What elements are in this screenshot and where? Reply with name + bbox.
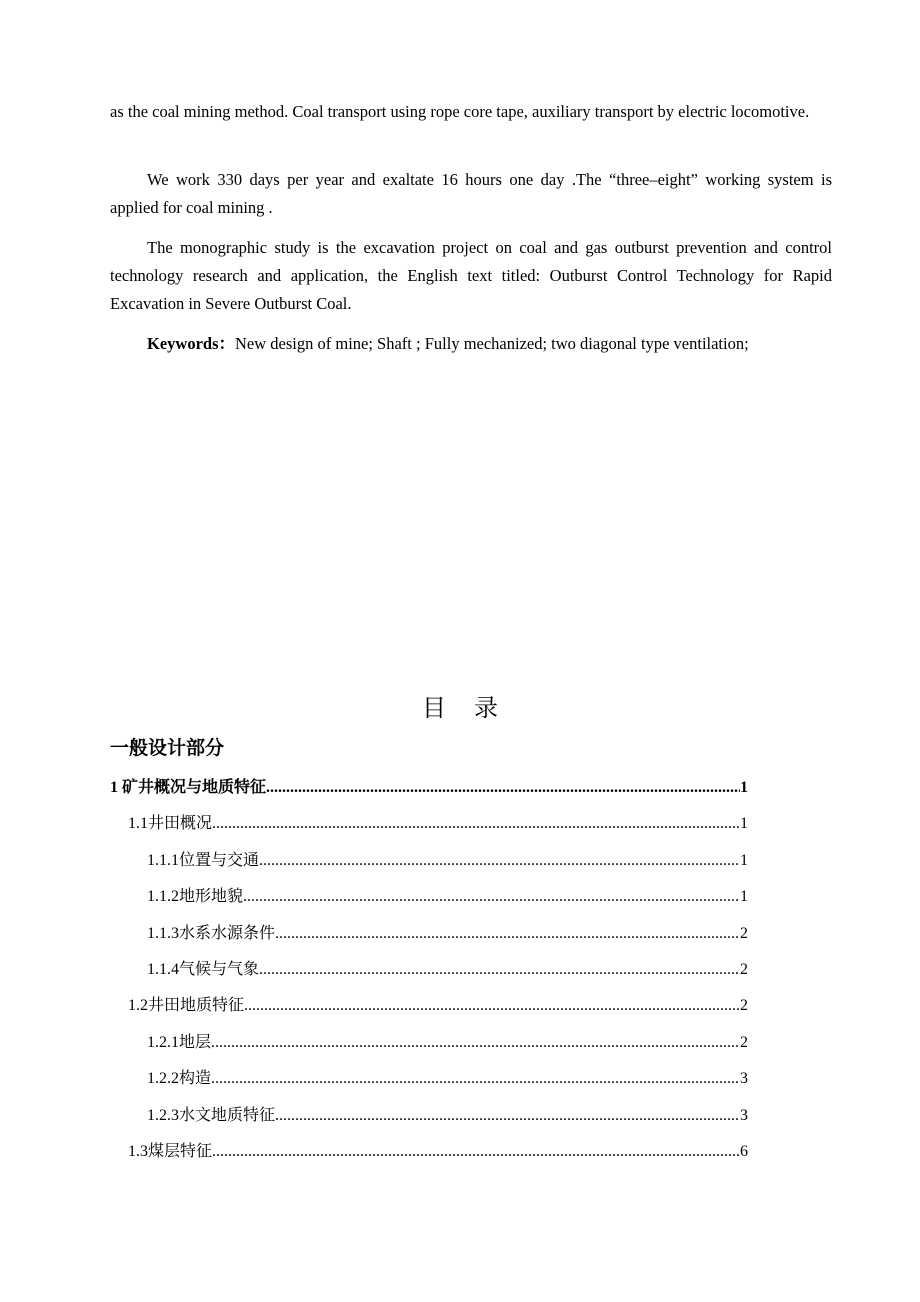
toc-entry[interactable]: [0, 810, 920, 846]
toc-entry[interactable]: [0, 883, 920, 919]
toc-entry-label: 1.1.4气候与气象: [147, 960, 260, 978]
toc-entry-label: 1 矿井概况与地质特征: [110, 779, 267, 796]
keywords-text: New design of mine; Shaft ; Fully mechanized; two diagonal type ventilation;: [235, 334, 749, 353]
toc-entry-page: 2: [740, 997, 748, 1015]
toc-entry-label: 1.2井田地质特征: [128, 997, 245, 1015]
toc-entry-label: 1.3煤层特征: [128, 1142, 213, 1160]
toc-entry-label: 1.2.3水文地质特征: [147, 1106, 276, 1124]
toc-entry-label: 1.2.1地层: [147, 1033, 212, 1051]
toc-entry-page: 1: [740, 815, 748, 833]
toc-dot-leader: [212, 1138, 740, 1166]
toc-entry-label: 1.1.2地形地貌: [147, 888, 244, 906]
toc-entry[interactable]: [0, 1029, 920, 1065]
toc-entry-page: 2: [740, 924, 748, 942]
toc-entry-label: 1.1.1位置与交通: [147, 851, 260, 869]
toc-list: [0, 774, 920, 1174]
toc-entry-page: 1: [740, 779, 748, 796]
toc-entry[interactable]: [0, 774, 920, 810]
toc-dot-leader: [266, 774, 740, 802]
toc-dot-leader: [275, 920, 740, 948]
abstract-paragraph-2: We work 330 days per year and exaltate 16 hours one day .The “three–eight” working system is applied for coal mining .: [110, 170, 832, 217]
toc-dot-leader: [211, 1029, 740, 1057]
toc-entry[interactable]: [0, 992, 920, 1028]
toc-dot-leader: [243, 883, 740, 911]
toc-dot-leader: [275, 1102, 740, 1130]
toc-entry-label: 1.1井田概况: [128, 815, 213, 833]
keywords-label: Keywords：: [147, 334, 235, 353]
toc-dot-leader: [259, 956, 740, 984]
toc-entry-page: 6: [740, 1142, 748, 1160]
abstract-paragraph-1: as the coal mining method. Coal transport using rope core tape, auxiliary transport by electric locomotive.: [110, 102, 810, 121]
toc-entry-label: 1.1.3水系水源条件: [147, 924, 276, 942]
toc-entry-page: 1: [740, 851, 748, 869]
toc-entry-label: 1.2.2构造: [147, 1070, 212, 1088]
toc-entry-page: 2: [740, 1033, 748, 1051]
toc-entry[interactable]: [0, 1065, 920, 1101]
toc-entry-page: 2: [740, 960, 748, 978]
toc-dot-leader: [212, 810, 740, 838]
toc-entry[interactable]: [0, 956, 920, 992]
toc-entry-page: 3: [740, 1070, 748, 1088]
toc-dot-leader: [211, 1065, 740, 1093]
toc-section-heading: 一般设计部分: [110, 737, 225, 759]
toc-entry[interactable]: [0, 847, 920, 883]
toc-entry-page: 1: [740, 888, 748, 906]
abstract-paragraph-3: The monographic study is the excavation project on coal and gas outburst prevention and control technology research and application, the English text titled: Outburst Control Technology for Rapid Excavation in Severe Outburst Coal.: [110, 238, 832, 313]
toc-dot-leader: [244, 992, 740, 1020]
toc-entry-page: 3: [740, 1106, 748, 1124]
toc-dot-leader: [259, 847, 740, 875]
toc-entry[interactable]: [0, 1138, 920, 1174]
toc-entry[interactable]: [0, 1102, 920, 1138]
toc-title: 目录: [422, 694, 526, 722]
toc-entry[interactable]: [0, 920, 920, 956]
keywords-line: [110, 330, 832, 358]
